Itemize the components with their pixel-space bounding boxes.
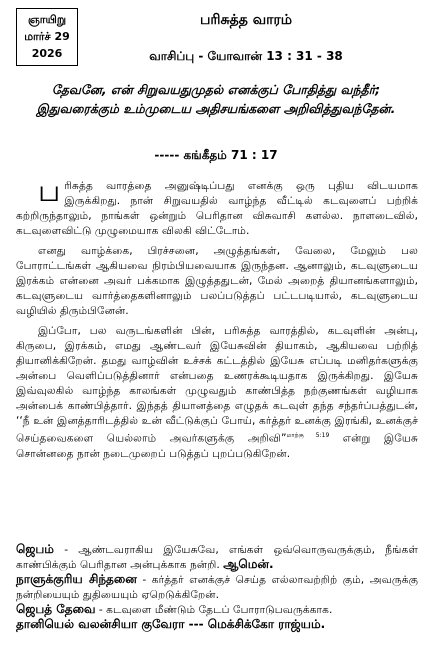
page-title: பரிசுத்த வாரம் — [200, 12, 292, 28]
paragraph-1-text: ரிசுத்த வாரத்தை அனுஷ்டிப்பது எனக்கு ஒரு புதிய விடயமாக இருக்கிறது. நான் சிறுவயதில் வாழ்ந்த வீட்டில் கடவுளைப் பற்றிக் கற்றிருந்தாலும், நாங்கள் ஒன்றும் பெரிதான விசுவாசி களல்ல. நாளடைவில், கடவுளைவிட்டு முழுமையாக விலகி விட்டோம். — [16, 179, 418, 237]
amen-text: ஆமென். — [223, 557, 274, 571]
scripture-footnote: மாற்கு 5:19 — [286, 432, 330, 439]
paragraph-3-text: இப்போ, பல வருடங்களின் பின், பரிசுத்த வாரத்தில், கடவுளின் அன்பு, கிருபை, இரக்கம், எமது ஆண்டவர் இயேசுவின் தியாகம், ஆகியவை பற்றித் தியானிக்கிறேன். தமது வாழ்வின் உச்சக் கட்டத்தில் இயேசு எப்படி மனிதர்களுக்கு அன்பை வெளிப்படுத்தினார் என்பதை உணரக்கூடியதாக இருக்கிறது. இயேசு இவ்வுலகில் வாழ்ந்த காலங்கள் முழுவதும் காண்பித்த நற்குணங்கள் வழியாக அன்பைக் காண்பித்தார். இந்தத் தியானத்தை எழுதக் கடவுள் தந்த சந்தர்ப்பத்துடன், ‘‘நீ உன் இனத்தாரிடத்தில் உன் வீட்டுக்குப் போய், கர்த்தர் உனக்கு இரங்கி, உனக்குச் செய்தவைகளை யெல்லாம் அவர்களுக்கு அறிவி” — [16, 324, 418, 445]
reading-reference: வாசிப்பு - யோவான் 13 : 31 - 38 — [149, 49, 343, 63]
date-day: ஞாயிறு — [27, 13, 67, 26]
prayer-line — [16, 542, 418, 572]
key-verse: தேவனே, என் சிறுவயதுமுதல் எனக்குப் போதித்து வந்தீர்; இதுவரைக்கும் உம்முடைய அதிசயங்களை அறிவித்துவந்தேன். — [36, 82, 396, 116]
paragraph-2: எனது வாழ்க்கை, பிரச்சனை, அழுத்தங்கள், வேலை, மேலும் பல போராட்டங்கள் ஆகியவை நிரம்பியவையாக இருந்தன. ஆனாலும், கடவுளுடைய இரக்கம் என்னை அவர் பக்கமாக இழுத்ததுடன், மேல் அறைத் தியானங்களாலும், கடவுளுடைய வார்த்தைகளினாலும் பலப்படுத்தப் பட்டபடியால், கடவுளுடைய வழியில் திரும்பினேன். — [16, 244, 418, 317]
paragraph-1 — [16, 174, 418, 238]
need-label: ஜெபத் தேவை — [16, 602, 96, 616]
date-month-day: மார்ச் 29 — [24, 30, 70, 43]
author-line: தானியெல் வலன்சியா குவேரா --- மெக்சிக்கோ ராஜ்யம். — [16, 617, 326, 631]
prayer-text: - ஆண்டவராகிய இயேசுவே, எங்கள் ஒவ்வொருவருக்கும், நீங்கள் காண்பிக்கும் பெரிதான அன்புக்காக நன்றி. — [16, 543, 418, 571]
thought-line — [16, 572, 418, 602]
thought-label: நாளுக்குரிய சிந்தனை — [16, 572, 137, 586]
thought-text: - கர்த்தர் எனக்குச் செய்த எல்லாவற்றிற் கும், அவருக்கு நன்றியையும் துதியையும் ஏறெடுக்கிறேன். — [16, 573, 419, 601]
need-text: - கடவுளை மீண்டும் தேடப் போராடுபவருக்காக. — [95, 603, 333, 616]
paragraph-3 — [16, 323, 418, 461]
paragraph-3-end: என்று இயேசு சொன்னதை நான் நடைமுறைப் படுத்தப் புறப்படுகிறேன். — [16, 431, 418, 460]
prayer-label: ஜெபம் — [16, 542, 54, 556]
need-line — [16, 602, 418, 617]
date-year: 2026 — [31, 47, 63, 60]
closing-section — [16, 542, 418, 632]
verse-reference: ----- கங்கீதம் 71 : 17 — [154, 148, 278, 162]
meditation-body — [16, 174, 418, 466]
drop-cap: ப — [38, 174, 61, 209]
